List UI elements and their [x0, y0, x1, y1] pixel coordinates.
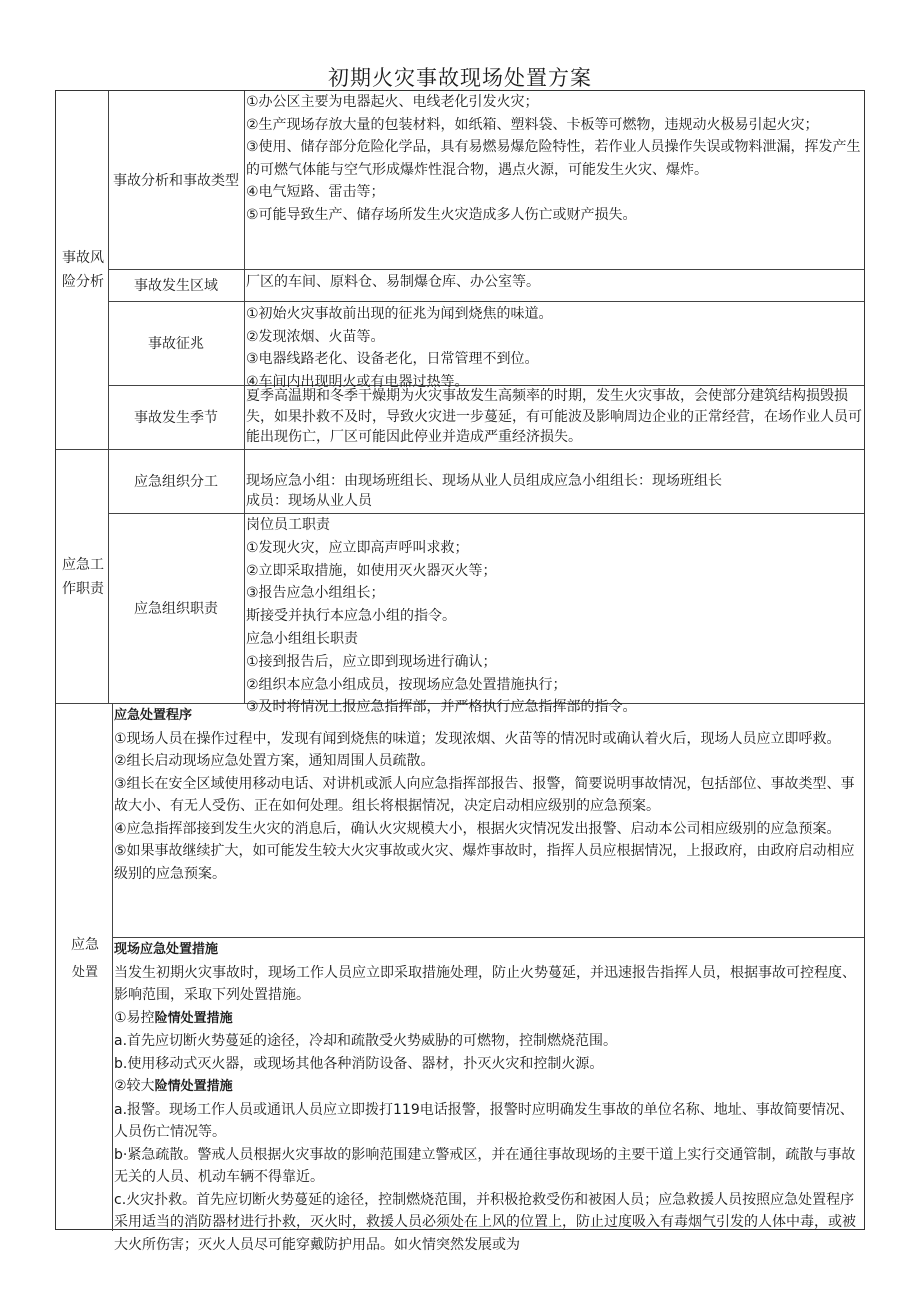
text-line: 夏季高温期和冬季干燥期为火灾事故发生高频率的时期，发生火灾事故，会使部分建筑结构损毁损失，如果扑救不及时，导致火灾进一步蔓延，有可能波及影响周边企业的正常经营，在场作业人员可能出现伤亡，厂区可能因此停业并造成严重经济损失。	[246, 388, 862, 445]
text-line: ②生产现场存放大量的包装材料，如纸箱、塑料袋、卡板等可燃物，违规动火极易引起火灾；	[246, 116, 819, 133]
duty-row-label: 应急组织分工	[134, 474, 218, 490]
risk-season-content	[246, 386, 862, 448]
risk-group-label: 事故风险分析	[62, 250, 104, 290]
text-line: a.首先应切断火势蔓延的途径，冷却和疏散受火势威胁的可燃物，控制燃烧范围。	[114, 1033, 618, 1049]
divider	[244, 91, 245, 703]
text-line: ③使用、储存部分危险化学品，具有易燃易爆危险特性，若作业人员操作失误或物料泄漏，挥发产生的可燃气体能与空气形成爆炸性混合物，遇点火源，可能发生火灾、爆炸。	[246, 139, 861, 178]
text-line: ⑤如果事故继续扩大，如可能发生较大火灾事故或火灾、爆炸事故时，指挥人员应根据情况，上报政府，由政府启动相应级别的应急预案。	[114, 843, 855, 882]
divider	[108, 91, 109, 703]
duty-row-label: 应急组织职责	[134, 601, 218, 617]
text-line: 岗位员工职责	[246, 517, 330, 533]
disposal-group-label: 应急 处置	[71, 937, 99, 980]
text-line: ①发现火灾，应立即高声呼叫求救；	[246, 539, 469, 556]
text-line: ①办公区主要为电器起火、电线老化引发火灾；	[246, 94, 539, 110]
text-line: 厂区的车间、原料仓、易制爆仓库、办公室等。	[246, 274, 540, 290]
text-line: ③及时将情况上报应急指挥部，并严格执行应急指挥部的指令。	[246, 699, 637, 716]
text-line: 应急小组组长职责	[246, 630, 358, 647]
risk-sign-content	[246, 303, 862, 390]
text-line: 现场应急小组：由现场班组长、现场从业人员组成应急小组组长：现场班组长	[246, 473, 722, 489]
text-line: 当发生初期火灾事故时，现场工作人员应立即采取措施处理，防止火势蔓延，并迅速报告指挥人员，根据事故可控程度、影响范围，采取下列处置措施。	[114, 964, 856, 1003]
risk-analysis-content	[246, 91, 862, 269]
text-line: ⑤可能导致生产、储存场所发生火灾造成多人伤亡或财产损失。	[246, 206, 637, 223]
risk-row-label: 事故发生区域	[134, 278, 218, 294]
risk-row-label: 事故发生季节	[134, 410, 218, 426]
text-line: c.火灾扑救。首先应切断火势蔓延的途径，控制燃烧范围，并积极抢救受伤和被困人员；应急救援人员按照应急处置程序采用适当的消防器材进行扑救，灭火时，救援人员必须处在上风的位置上，防止过度吸入有毒烟气引发的人体中毒，或被大火所伤害；灭火人员尽可能穿戴防护用品。如火情突然发展或为	[114, 1191, 856, 1253]
divider	[108, 301, 864, 302]
text-line: a.报警。现场工作人员或通讯人员应立即拨打119电话报警，报警时应明确发生事故的单位名称、地址、事故简要情况、人员伤亡情况等。	[114, 1101, 854, 1140]
text-line: ②组织本应急小组成员，按现场应急处置措施执行；	[246, 676, 567, 693]
text-line: ③组长在安全区域使用移动电话、对讲机或派人向应急指挥部报告、报警，简要说明事故情况，包括部位、事故类型、事故大小、有无人受伤、正在如何处理。组长将根据情况，决定启动相应级别的应急预案。	[114, 775, 855, 814]
subsection-heading: ②较大险情处置措施	[114, 1078, 233, 1094]
duty-division-content	[246, 471, 862, 513]
section-heading: 应急处置程序	[114, 708, 193, 723]
text-line: 斯接受并执行本应急小组的指令。	[246, 608, 456, 625]
risk-area-content	[246, 271, 862, 299]
text-line: b.使用移动式灭火器，或现场其他各种消防设备、器材，扑灭火灾和控制火源。	[114, 1055, 604, 1072]
risk-row-label: 事故分析和事故类型	[113, 173, 239, 189]
duty-group-label: 应急工作职责	[62, 557, 104, 597]
section-heading: 现场应急处置措施	[114, 942, 219, 957]
page-title: 初期火灾事故现场处置方案	[328, 66, 592, 90]
text-line: 成员：现场从业人员	[246, 493, 372, 509]
text-line: ④电气短路、雷击等；	[246, 184, 385, 200]
risk-row-label: 事故征兆	[148, 336, 204, 352]
text-line: ②发现浓烟、火苗等。	[246, 328, 385, 345]
plan-table	[55, 90, 865, 1253]
divider	[112, 703, 113, 1231]
duty-role-content	[246, 514, 862, 716]
text-line: b·紧急疏散。警戒人员根据火灾事故的影响范围建立警戒区，并在通往事故现场的主要干道上实行交通管制，疏散与事故无关的人员、机动车辆不得靠近。	[114, 1146, 856, 1185]
text-line: ①现场人员在操作过程中，发现有闻到烧焦的味道；发现浓烟、火苗等的情况时或确认着火后，现场人员应立即呼救。	[114, 730, 841, 747]
text-line: ②组长启动现场应急处置方案，通知周围人员疏散。	[114, 753, 435, 769]
text-line: ③报告应急小组组长；	[246, 585, 385, 602]
divider	[112, 937, 864, 938]
disposal-procedure-content	[114, 705, 864, 935]
text-line: ①接到报告后，应立即到现场进行确认；	[246, 653, 497, 670]
divider	[56, 449, 864, 450]
text-line: ③电器线路老化、设备老化，日常管理不到位。	[246, 351, 539, 367]
text-line: ④应急指挥部接到发生火灾的消息后，确认火灾规模大小，根据火灾情况发出报警、启动本公司相应级别的应急预案。	[114, 820, 841, 837]
text-line: ②立即采取措施，如使用灭火器灭火等；	[246, 562, 497, 579]
divider	[108, 269, 864, 270]
text-line: ④车间内出现明火或有电器过热等。	[246, 373, 469, 390]
text-line: ①初始火灾事故前出现的征兆为闻到烧焦的味道。	[246, 306, 553, 322]
disposal-measures-content	[114, 939, 864, 1253]
subsection-heading: ①易控险情处置措施	[114, 1009, 233, 1026]
